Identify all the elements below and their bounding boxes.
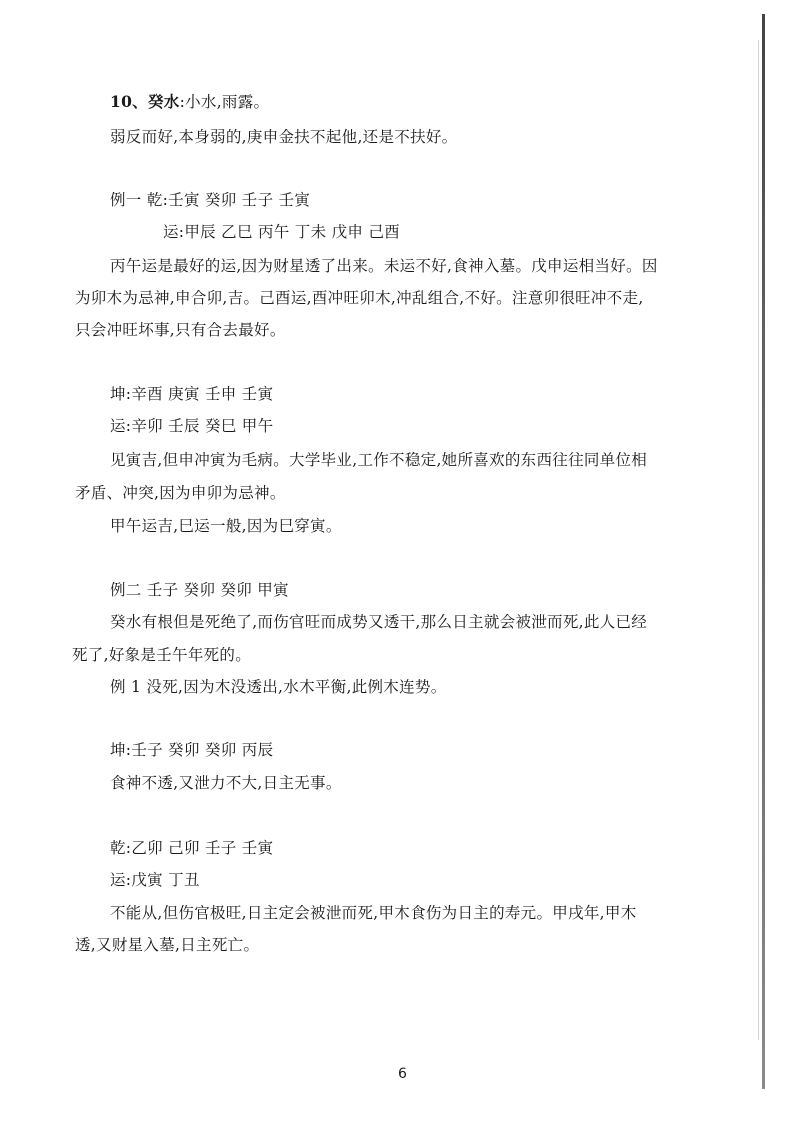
- paragraph-line: 甲午运吉,巳运一般,因为巳穿寅。: [110, 517, 342, 535]
- chart-example-line: 例二 壬子 癸卯 癸卯 甲寅: [110, 581, 289, 599]
- paragraph-line: 癸水有根但是死绝了,而伤官旺而成势又透干,那么日主就会被泄而死,此人已经: [110, 613, 648, 631]
- chart-example-line: 坤:壬子 癸卯 癸卯 丙辰: [110, 741, 274, 759]
- paragraph-line: 只会冲旺坏事,只有合去最好。: [75, 321, 286, 339]
- binding-edge: [762, 14, 765, 1089]
- chart-example-line: 坤:辛酉 庚寅 壬申 壬寅: [110, 385, 274, 403]
- luck-pillars-line: 运:戊寅 丁丑: [110, 871, 200, 889]
- paragraph-line: 为卯木为忌神,申合卯,吉。己酉运,酉冲旺卯木,冲乱组合,不好。注意卯很旺冲不走,: [75, 289, 644, 307]
- paragraph-line: 见寅吉,但申冲寅为毛病。大学毕业,工作不稳定,她所喜欢的东西往往同单位相: [110, 451, 648, 469]
- chart-example-line: 乾:乙卯 己卯 壬子 壬寅: [110, 839, 274, 857]
- page-number: 6: [398, 1066, 407, 1082]
- paragraph-line: 弱反而好,本身弱的,庚申金扶不起他,还是不扶好。: [110, 128, 458, 146]
- section-heading: [110, 92, 269, 112]
- paragraph-line: 不能从,但伤官极旺,日主定会被泄而死,甲木食伤为日主的寿元。甲戌年,甲木: [110, 904, 637, 922]
- heading-term: 10、癸水: [110, 92, 180, 111]
- paragraph-line: 透,又财星入墓,日主死亡。: [75, 936, 260, 954]
- paragraph-line: 矛盾、冲突,因为申卯为忌神。: [75, 484, 286, 502]
- chart-example-line: 例一 乾:壬寅 癸卯 壬子 壬寅: [110, 191, 311, 209]
- binding-shadow: [758, 40, 759, 1040]
- luck-pillars-line: 运:甲辰 乙巳 丙午 丁未 戊申 己酉: [163, 223, 401, 241]
- luck-pillars-line: 运:辛卯 壬辰 癸巳 甲午: [110, 417, 274, 435]
- heading-desc: :小水,雨露。: [179, 93, 270, 111]
- paragraph-line: 食神不透,又泄力不大,日主无事。: [110, 774, 342, 792]
- paragraph-line: 死了,好象是壬午年死的。: [72, 646, 252, 664]
- paragraph-line: 例 1 没死,因为木没透出,水木平衡,此例木连势。: [110, 678, 447, 696]
- paragraph-line: 丙午运是最好的运,因为财星透了出来。未运不好,食神入墓。戊申运相当好。因: [110, 257, 658, 275]
